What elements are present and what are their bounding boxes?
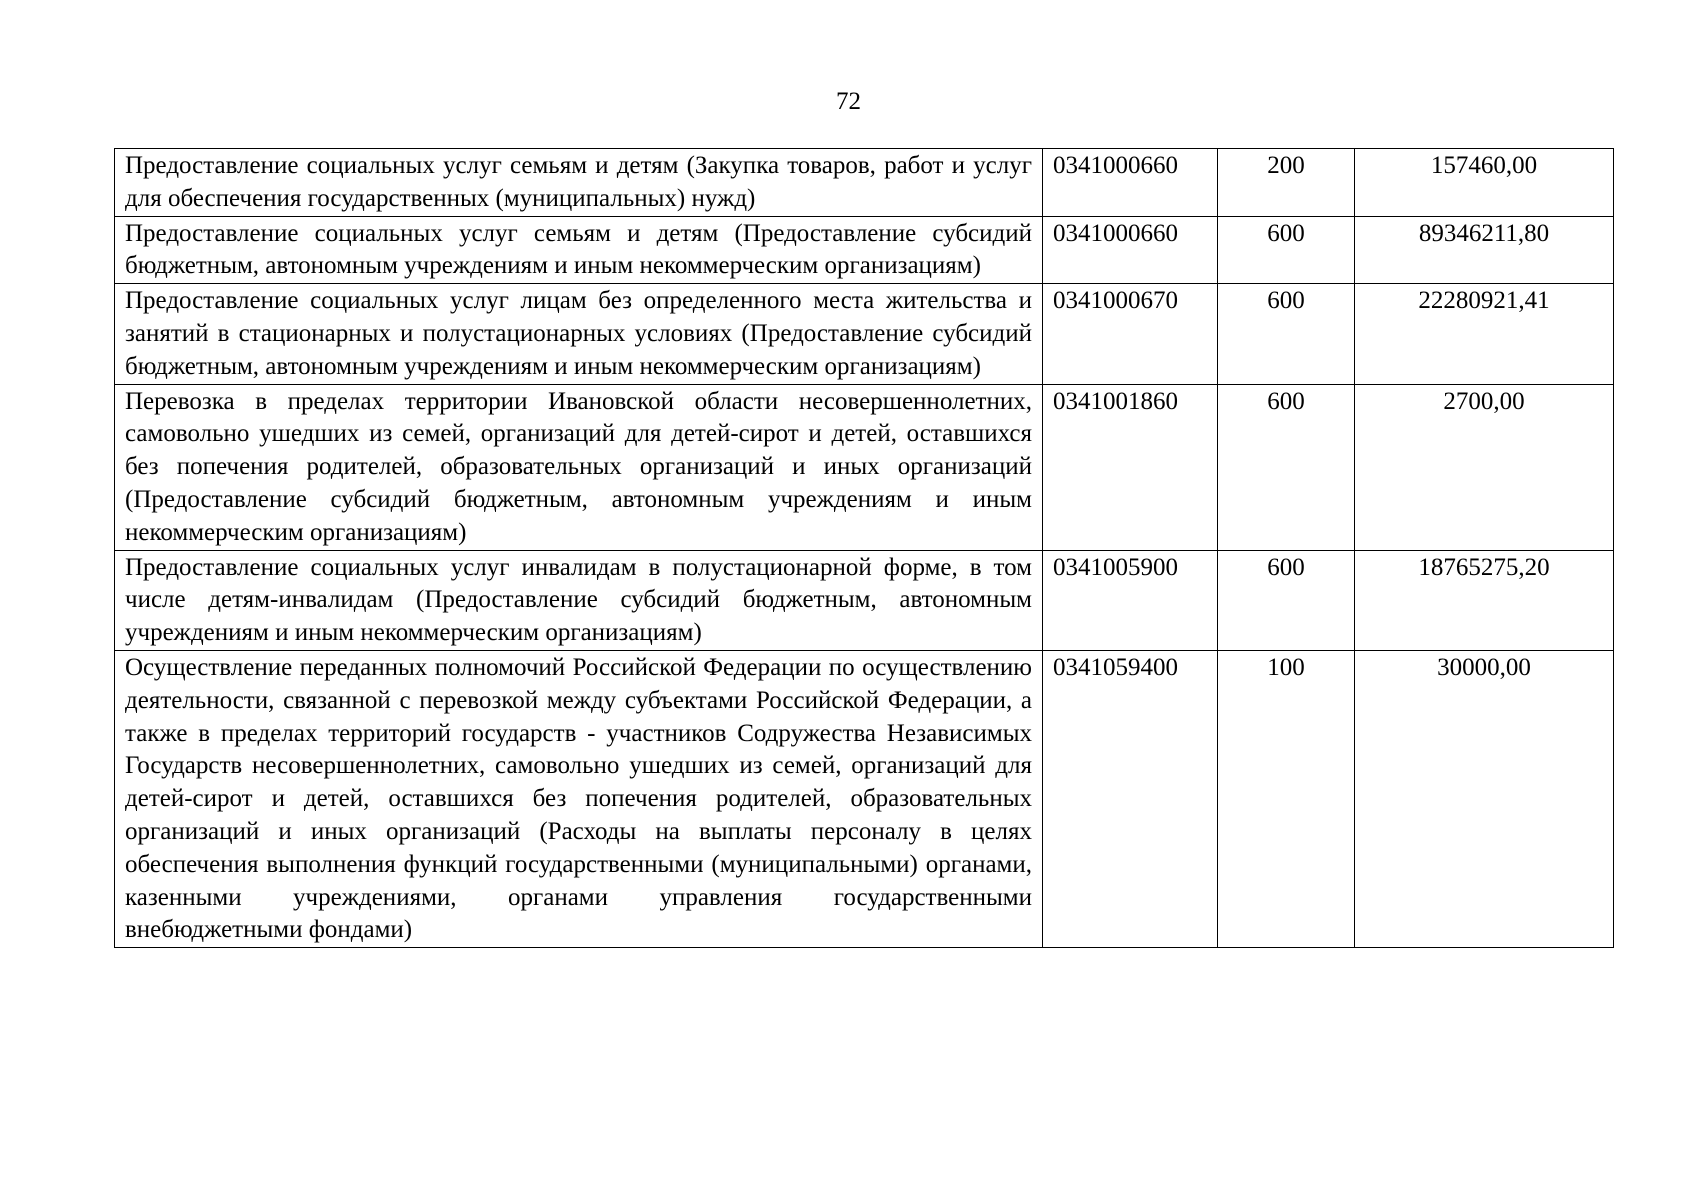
row-amount: 18765275,20 — [1355, 550, 1614, 650]
row-amount: 30000,00 — [1355, 650, 1614, 947]
page-number: 72 — [836, 88, 861, 115]
row-description: Предоставление социальных услуг лицам без определенного места жительства и занятий в стационарных и полустационарных условиях (Предоставление субсидий бюджетным, автономным учреждениям и иным некоммерческим организациям) — [115, 284, 1043, 384]
row-description: Предоставление социальных услуг семьям и детям (Закупка товаров, работ и услуг для обеспечения государственных (муниципальных) нужд) — [115, 149, 1043, 217]
table-row — [115, 149, 1614, 217]
row-description: Перевозка в пределах территории Ивановской области несовершеннолетних, самовольно ушедших из семей, организаций для детей-сирот и детей, оставшихся без попечения родителей, образовательных организаций и иных организаций (Предоставление субсидий бюджетным, автономным учреждениям и иным некоммерческим организациям) — [115, 384, 1043, 550]
table-row — [115, 384, 1614, 550]
row-target-code: 0341000660 — [1043, 216, 1218, 284]
row-expense-type: 100 — [1218, 650, 1355, 947]
row-target-code: 0341005900 — [1043, 550, 1218, 650]
table-row — [115, 650, 1614, 947]
row-amount: 2700,00 — [1355, 384, 1614, 550]
row-description: Предоставление социальных услуг инвалидам в полустационарной форме, в том числе детям-инвалидам (Предоставление субсидий бюджетным, автономным учреждениям и иным некоммерческим организациям) — [115, 550, 1043, 650]
row-target-code: 0341000660 — [1043, 149, 1218, 217]
row-amount: 89346211,80 — [1355, 216, 1614, 284]
row-description: Предоставление социальных услуг семьям и детям (Предоставление субсидий бюджетным, автономным учреждениям и иным некоммерческим организациям) — [115, 216, 1043, 284]
table-row — [115, 284, 1614, 384]
row-amount: 22280921,41 — [1355, 284, 1614, 384]
row-expense-type: 600 — [1218, 216, 1355, 284]
row-target-code: 0341059400 — [1043, 650, 1218, 947]
budget-table — [114, 148, 1614, 948]
row-target-code: 0341001860 — [1043, 384, 1218, 550]
row-amount: 157460,00 — [1355, 149, 1614, 217]
row-description: Осуществление переданных полномочий Российской Федерации по осуществлению деятельности, связанной с перевозкой между субъектами Российской Федерации, а также в пределах территорий государств - участников Содружества Независимых Государств несовершеннолетних, самовольно ушедших из семей, организаций для детей-сирот и детей, оставшихся без попечения родителей, образовательных организаций и иных организаций (Расходы на выплаты персоналу в целях обеспечения выполнения функций государственными (муниципальными) органами, казенными учреждениями, органами управления государственными внебюджетными фондами) — [115, 650, 1043, 947]
table-row — [115, 550, 1614, 650]
row-expense-type: 600 — [1218, 284, 1355, 384]
row-target-code: 0341000670 — [1043, 284, 1218, 384]
table-row — [115, 216, 1614, 284]
row-expense-type: 600 — [1218, 384, 1355, 550]
row-expense-type: 200 — [1218, 149, 1355, 217]
row-expense-type: 600 — [1218, 550, 1355, 650]
